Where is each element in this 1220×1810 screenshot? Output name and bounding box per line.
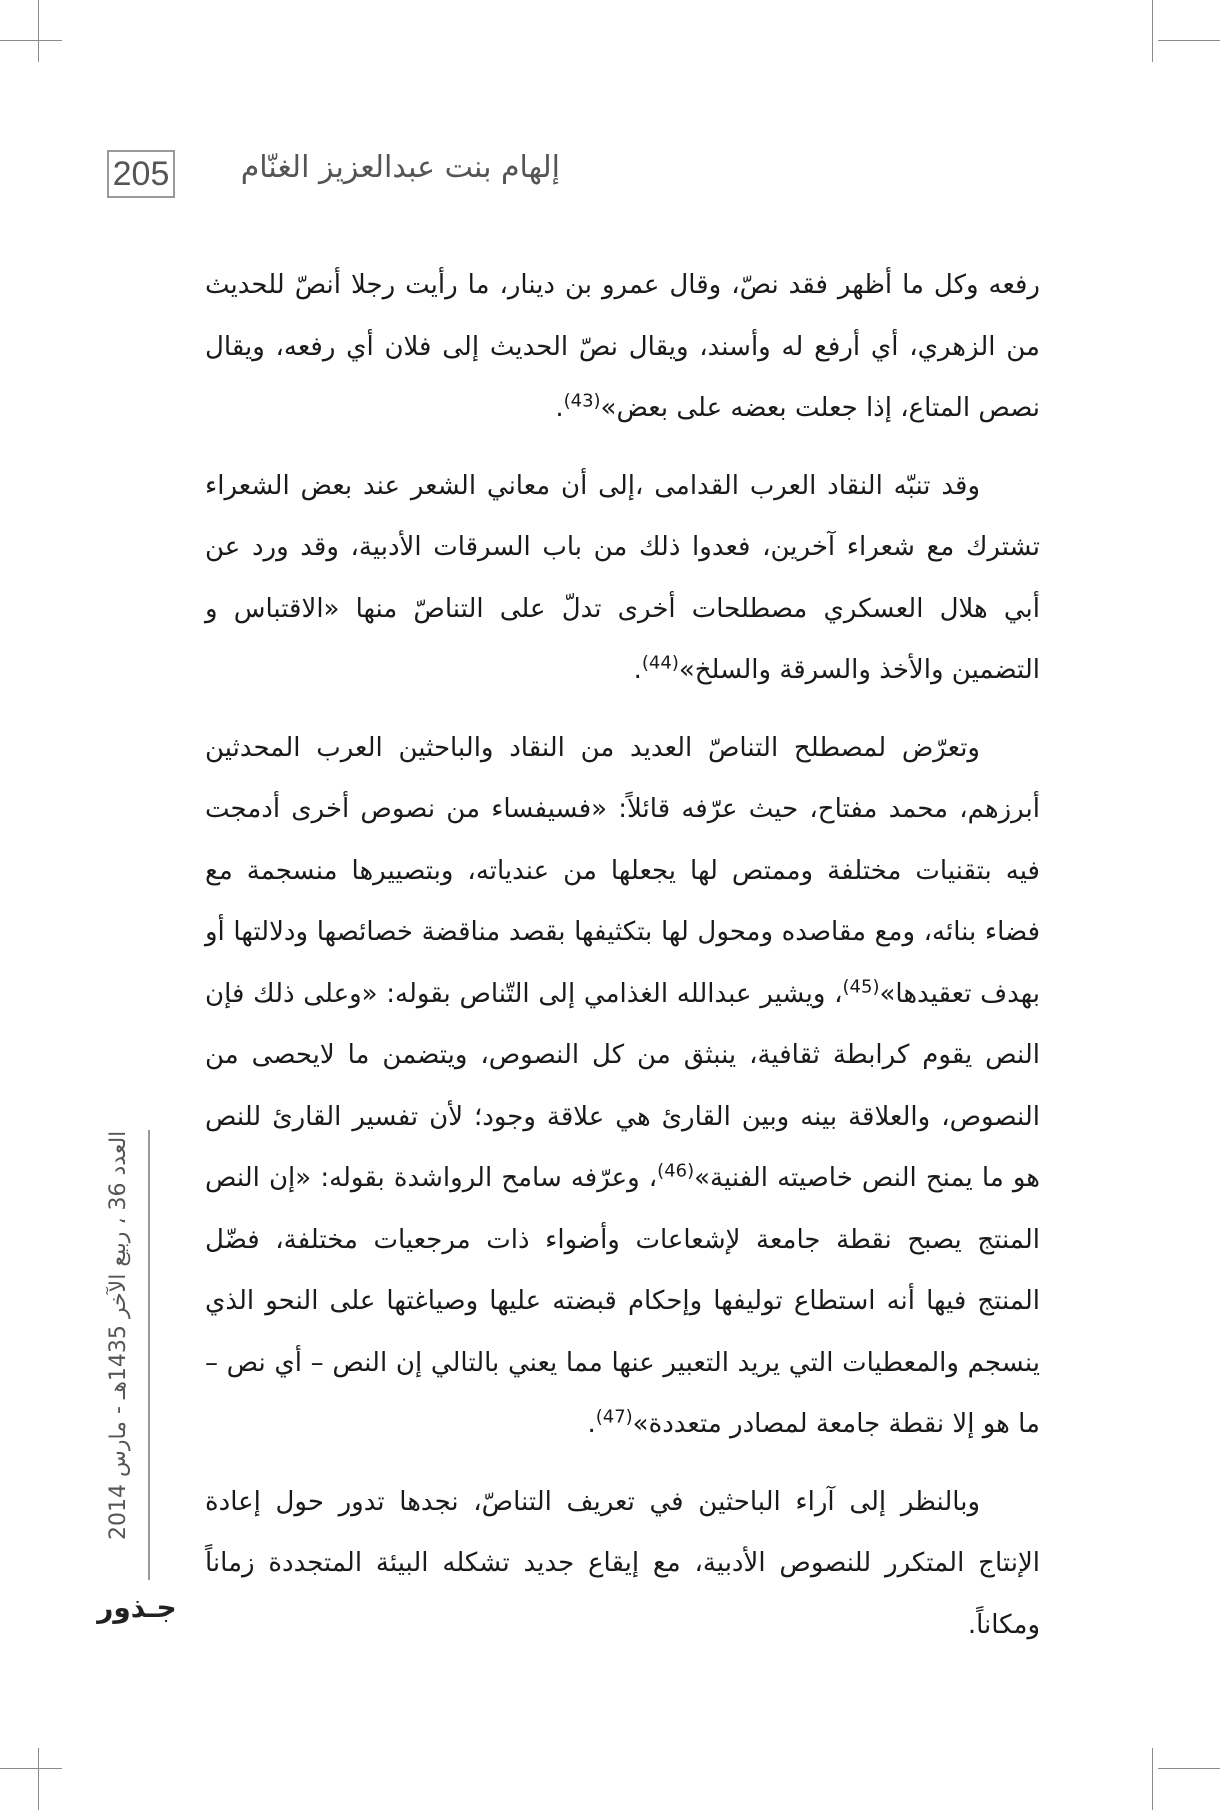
side-divider bbox=[148, 1130, 150, 1580]
body-text bbox=[205, 255, 1040, 1672]
crop-mark bbox=[1158, 1768, 1220, 1769]
paragraph bbox=[205, 718, 1040, 1456]
issue-info: العدد 36 ، ربيع الآخر 1435هـ - مارس 2014 bbox=[106, 1130, 131, 1540]
paragraph-text: وبالنظر إلى آراء الباحثين في تعريف التناصّ، نجدها تدور حول إعادة الإنتاج المتكرر للنصوص الأدبية، مع إيقاع جديد تشكله البيئة المتجددة زماناً ومكاناً. bbox=[205, 1486, 1040, 1640]
crop-mark bbox=[1158, 40, 1220, 41]
footnote-ref: (43) bbox=[563, 390, 601, 412]
page-number bbox=[107, 150, 175, 198]
crop-mark bbox=[38, 0, 39, 62]
crop-mark bbox=[38, 1748, 39, 1810]
crop-mark bbox=[0, 1768, 62, 1769]
paragraph bbox=[205, 456, 1040, 702]
page-number-text: 205 bbox=[112, 154, 170, 193]
crop-mark bbox=[0, 40, 62, 41]
paragraph bbox=[205, 255, 1040, 440]
footnote-ref: (47) bbox=[595, 1406, 633, 1428]
paragraph-text: رفعه وكل ما أظهر فقد نصّ، وقال عمرو بن دينار، ما رأيت رجلا أنصّ للحديث من الزهري، أي أرفع له وأسند، ويقال نصّ الحديث إلى فلان أي رفعه، ويقال نصص المتاع، إذا جعلت بعضه على بعض» bbox=[205, 270, 1040, 423]
footnote-ref: (45) bbox=[842, 975, 880, 997]
paragraph-text: وتعرّض لمصطلح التناصّ العديد من النقاد والباحثين العرب المحدثين أبرزهم، محمد مفتاح، حيث عرّفه قائلاً: «فسيفساء من نصوص أخرى أدمجت فيه بتقنيات مختلفة وممتص لها يجعلها من عندياته، وبتصييرها منسجمة مع فضاء بنائه، ومع مقاصده ومحول لها بتكثيفها بقصد مناقضة خصائصها ودلالتها أو بهدف تعقيدها» bbox=[205, 732, 1040, 1009]
running-head-author: إلهام بنت عبدالعزيز الغنّام bbox=[240, 150, 560, 185]
crop-mark bbox=[1152, 1748, 1153, 1810]
paragraph-text: ، ويشير عبدالله الغذامي إلى التّناص بقوله: «وعلى ذلك فإن النص يقوم كرابطة ثقافية، ينبثق من كل النصوص، ويتضمن ما لايحصى من النصوص، والعلاقة بينه وبين القارئ هي علاقة وجود؛ لأن تفسير القارئ للنص هو ما يمنح النص خاصيته الفنية» bbox=[205, 978, 1041, 1193]
paragraph bbox=[205, 1472, 1040, 1657]
paragraph-text: ، وعرّفه سامح الرواشدة بقوله: «إن النص المنتج يصبح نقطة جامعة لإشعاعات وأضواء ذات مرجعيات مختلفة، فضّل المنتج فيها أنه استطاع توليفها وإحكام قبضته عليها وصياغتها على النحو الذي ينسجم والمعطيات التي يريد التعبير عنها مما يعني بالتالي إن النص – أي نص – ما هو إلا نقطة جامعة لمصادر متعددة» bbox=[205, 1163, 1040, 1439]
paragraph-tail: . bbox=[633, 655, 642, 685]
paragraph-text: وقد تنبّه النقاد العرب القدامى ،إلى أن معاني الشعر عند بعض الشعراء تشترك مع شعراء آخرين، فعدوا ذلك من باب السرقات الأدبية، وقد ورد عن أبي هلال العسكري مصطلحات أخرى تدلّ على التناصّ منها «الاقتباس و التضمين والأخذ والسرقة والسلخ» bbox=[205, 470, 1040, 685]
paragraph-tail: . bbox=[555, 393, 564, 423]
journal-logo: جـذور bbox=[97, 1590, 177, 1624]
crop-mark bbox=[1152, 0, 1153, 62]
footnote-ref: (46) bbox=[657, 1160, 695, 1182]
footnote-ref: (44) bbox=[641, 652, 679, 674]
paragraph-tail: . bbox=[587, 1409, 596, 1439]
